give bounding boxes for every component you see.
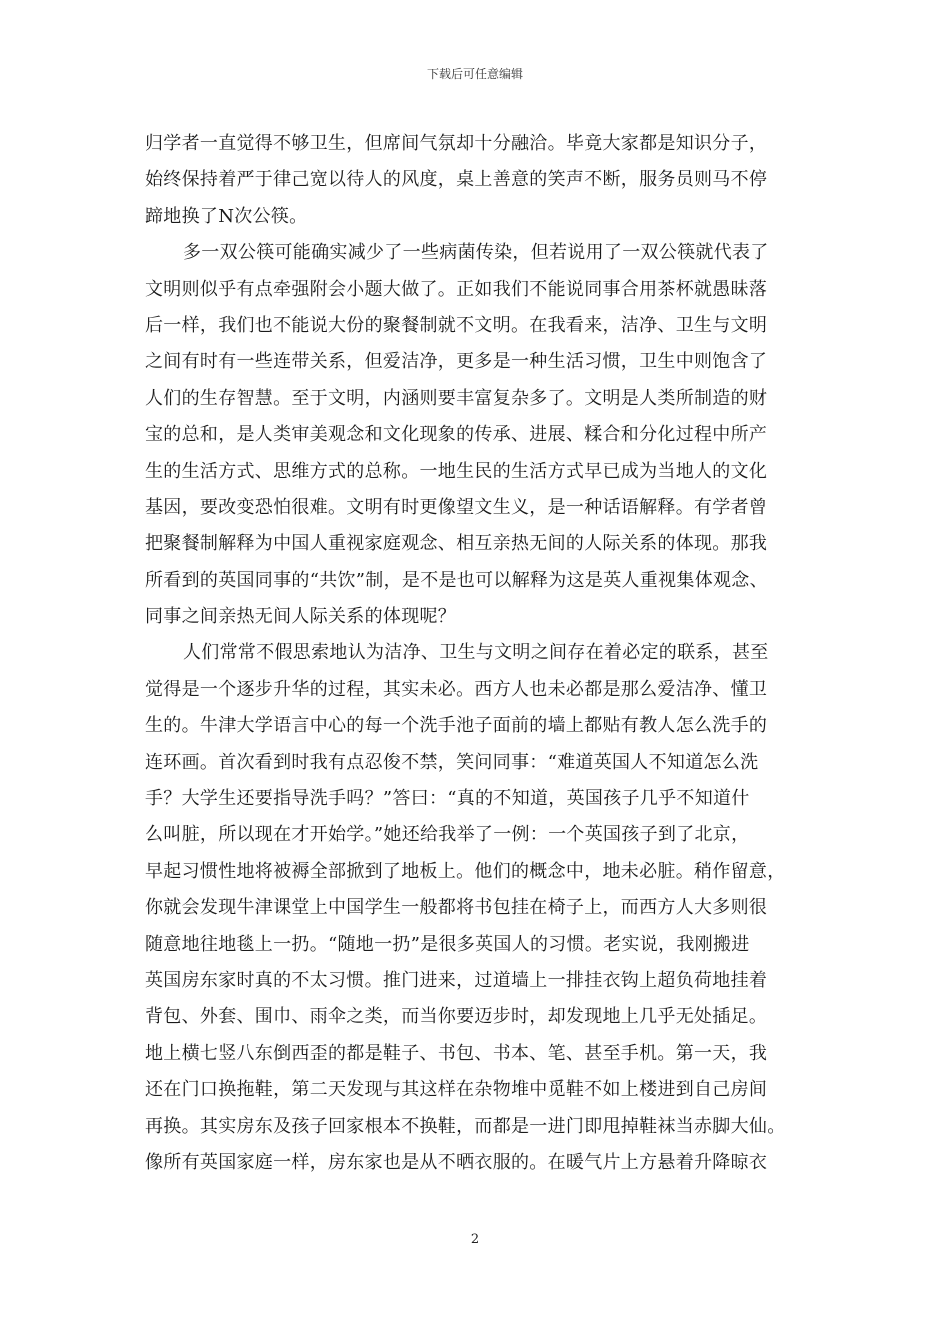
text-line: 连环画。首次看到时我有点忍俊不禁，笑问同事：“难道英国人不知道怎么洗 (145, 751, 759, 773)
paragraph-first-line: 多一双公筷可能确实减少了一些病菌传染，但若说用了一双公筷就代表了 (183, 242, 769, 264)
text-line: 人们的生存智慧。至于文明，内涵则要丰富复杂多了。文明是人类所制造的财 (145, 387, 768, 409)
text-line: 么叫脏，所以现在才开始学。”她还给我举了一例：一个英国孩子到了北京， (145, 824, 750, 846)
paragraph-first-line: 人们常常不假思索地认为洁净、卫生与文明之间存在着必定的联系，甚至 (183, 642, 769, 664)
text-line: 蹄地换了N次公筷。 (145, 205, 308, 227)
text-line: 同事之间亲热无间人际关系的体现呢？ (145, 606, 457, 628)
text-line: 所看到的英国同事的“共饮”制，是不是也可以解释为这是英人重视集体观念、 (145, 569, 768, 591)
page-number: 2 (470, 1232, 480, 1247)
text-line: 背包、外套、围巾、雨伞之类，而当你要迈步时，却发现地上几乎无处插足。 (145, 1006, 768, 1028)
text-line: 还在门口换拖鞋，第二天发现与其这样在杂物堆中觅鞋不如上楼进到自己房间 (145, 1079, 768, 1101)
text-line: 地上横七竖八东倒西歪的都是鞋子、书包、书本、笔、甚至手机。第一天，我 (145, 1042, 768, 1064)
text-line: 你就会发现牛津课堂上中国学生一般都将书包挂在椅子上，而西方人大多则很 (145, 897, 768, 919)
page-header: 下载后可任意编辑 (426, 67, 523, 81)
text-line: 宝的总和，是人类审美观念和文化现象的传承、进展、糅合和分化过程中所产 (145, 424, 768, 446)
text-line: 文明则似乎有点牵强附会小题大做了。正如我们不能说同事合用茶杯就愚昧落 (145, 278, 768, 300)
text-line: 生的生活方式、思维方式的总称。一地生民的生活方式早已成为当地人的文化 (145, 460, 768, 482)
text-line: 英国房东家时真的不太习惯。推门进来，过道墙上一排挂衣钩上超负荷地挂着 (145, 969, 768, 991)
text-line: 觉得是一个逐步升华的过程，其实未必。西方人也未必都是那么爱洁净、懂卫 (145, 678, 768, 700)
text-line: 手？大学生还要指导洗手吗？”答曰：“真的不知道，英国孩子几乎不知道什 (145, 788, 750, 810)
text-line: 随意地往地毯上一扔。“随地一扔”是很多英国人的习惯。老实说，我刚搬进 (145, 933, 750, 955)
text-line: 把聚餐制解释为中国人重视家庭观念、相互亲热无间的人际关系的体现。那我 (145, 533, 768, 555)
text-line: 后一样，我们也不能说大份的聚餐制就不文明。在我看来，洁净、卫生与文明 (145, 314, 768, 336)
document-body (145, 126, 810, 1181)
text-line: 再换。其实房东及孩子回家根本不换鞋，而都是一进门即甩掉鞋袜当赤脚大仙。 (145, 1115, 786, 1137)
text-line: 基因，要改变恐怕很难。文明有时更像望文生义，是一种话语解释。有学者曾 (145, 496, 768, 518)
text-line: 始终保持着严于律己宽以待人的风度，桌上善意的笑声不断，服务员则马不停 (145, 169, 768, 191)
text-line: 像所有英国家庭一样，房东家也是从不晒衣服的。在暖气片上方悬着升降晾衣 (145, 1151, 768, 1173)
text-line: 早起习惯性地将被褥全部掀到了地板上。他们的概念中，地未必脏。稍作留意， (145, 860, 786, 882)
text-line: 归学者一直觉得不够卫生，但席间气氛却十分融洽。毕竟大家都是知识分子， (145, 133, 768, 154)
text-line: 之间有时有一些连带关系，但爱洁净，更多是一种生活习惯，卫生中则饱含了 (145, 351, 768, 373)
text-line: 生的。牛津大学语言中心的每一个洗手池子面前的墙上都贴有教人怎么洗手的 (145, 715, 768, 737)
